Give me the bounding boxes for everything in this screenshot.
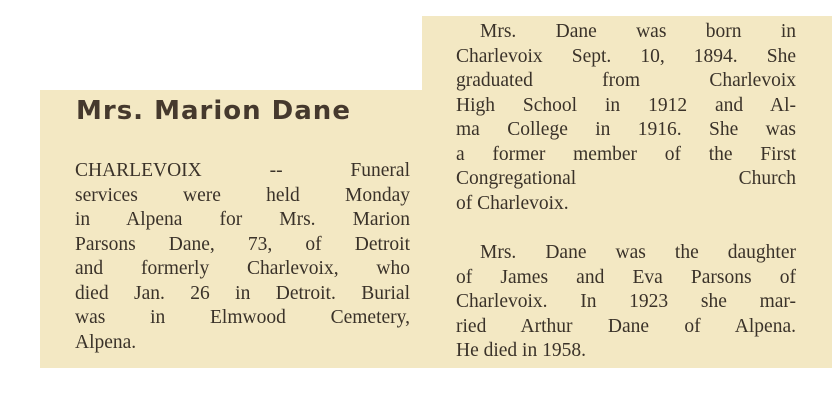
text-line: in Alpena for Mrs. Marion	[75, 209, 410, 230]
text-line: Mrs. Dane was born in	[480, 21, 796, 42]
text-line: High School in 1912 and Al-	[456, 94, 796, 116]
text-line: ried Arthur Dane of Alpena.	[456, 315, 796, 337]
family-paragraph	[456, 241, 796, 364]
funeral-paragraph	[75, 159, 410, 355]
text-line: ma College in 1916. She was	[456, 119, 796, 140]
text-line: Congregational Church	[456, 168, 796, 189]
text-line: and formerly Charlevoix, who	[75, 258, 410, 279]
obituary-headline: Mrs. Marion Dane	[76, 96, 351, 126]
text-line: of James and Eva Parsons of	[456, 266, 796, 288]
text-line: Charlevoix. In 1923 she mar-	[456, 291, 796, 312]
text-line: Parsons Dane, 73, of Detroit	[75, 233, 410, 255]
text-line: Alpena.	[75, 331, 137, 353]
text-line: Mrs. Dane was the daughter	[480, 242, 796, 263]
text-line: CHARLEVOIX -- Funeral	[75, 160, 410, 181]
text-line: services were held Monday	[75, 184, 410, 206]
text-line: a former member of the First	[456, 143, 796, 165]
text-line: graduated from Charlevoix	[456, 70, 796, 91]
clipping-left-column	[40, 90, 422, 368]
clipping-right-column	[422, 16, 832, 368]
text-line: was in Elmwood Cemetery,	[75, 307, 410, 328]
biography-paragraph	[456, 20, 796, 216]
text-line: died Jan. 26 in Detroit. Burial	[75, 282, 410, 304]
text-line: Charlevoix Sept. 10, 1894. She	[456, 45, 796, 67]
text-line: of Charlevoix.	[456, 192, 569, 214]
text-line: He died in 1958.	[456, 340, 586, 361]
